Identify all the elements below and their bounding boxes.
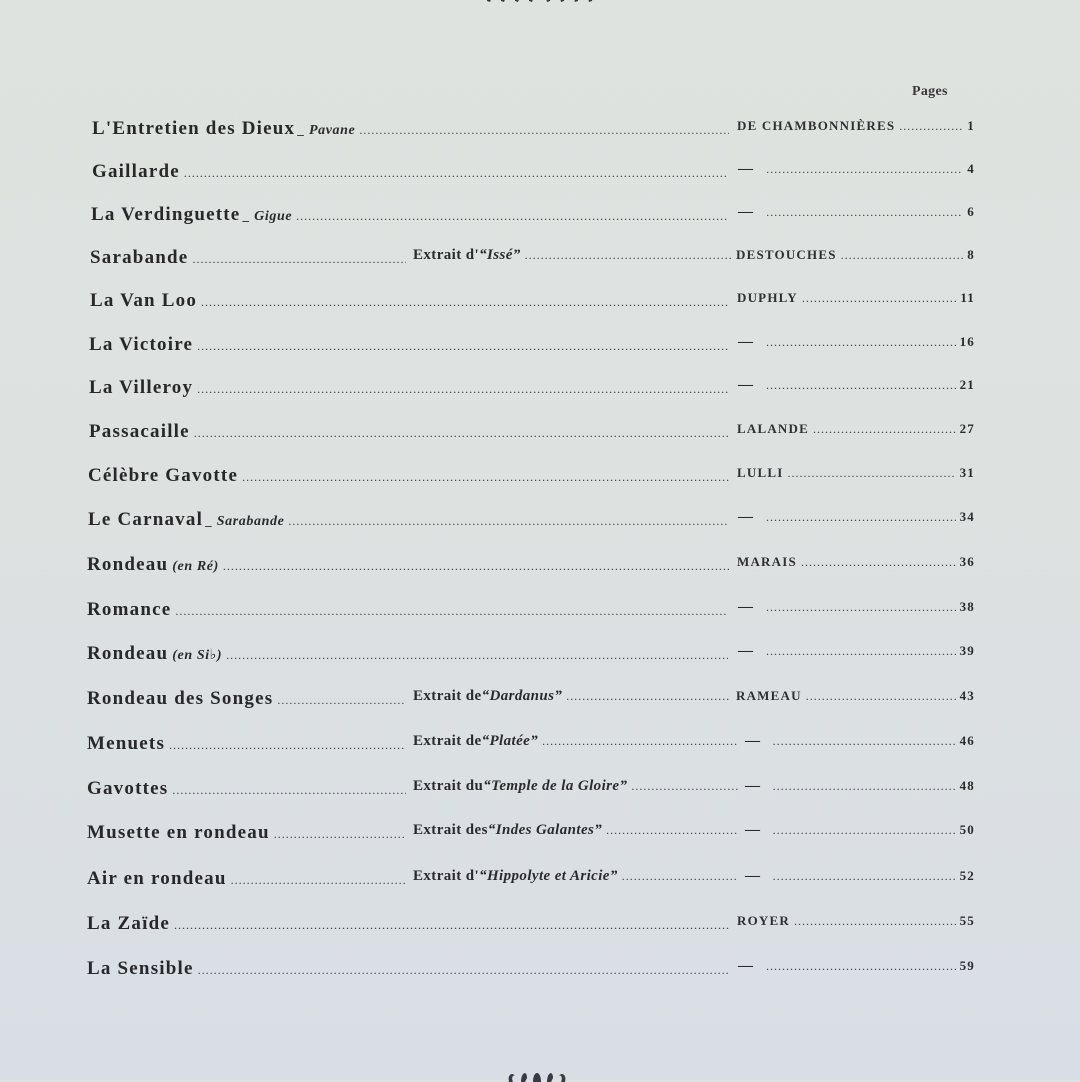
- entry-title: Gavottes: [87, 778, 169, 799]
- leader-dots: [201, 295, 729, 310]
- page-number: 34: [959, 509, 975, 524]
- leader-dots: [359, 123, 729, 138]
- leader-dots: [773, 823, 956, 838]
- extract-segment: [413, 868, 742, 885]
- leader-dots: [525, 248, 731, 263]
- extract-source: [413, 822, 602, 839]
- toc-entry: [87, 778, 975, 802]
- page-number: 43: [959, 688, 975, 703]
- entry-title-segment: [87, 599, 732, 621]
- composer-segment: [738, 377, 975, 394]
- leader-dots: [194, 426, 729, 441]
- entry-title: La Villeroy: [89, 377, 194, 398]
- composer-segment: [736, 688, 975, 704]
- toc-entry: [89, 377, 975, 401]
- entry-title-segment: [87, 554, 733, 576]
- entry-subtitle: Gigue: [254, 209, 293, 224]
- extract-source: [413, 733, 538, 750]
- composer-segment: [738, 643, 975, 660]
- composer-name: DESTOUCHES: [736, 247, 837, 262]
- leader-dots: [542, 734, 738, 749]
- entry-title-segment: [92, 161, 732, 183]
- leader-dots: [197, 382, 728, 397]
- composer-name: LALANDE: [737, 421, 809, 436]
- extract-source: [413, 778, 627, 795]
- toc-entry: [89, 334, 975, 358]
- extract-work-title: “Platée”: [481, 733, 539, 749]
- entry-subtitle: Sarabande: [216, 514, 285, 529]
- entry-title: La Sensible: [87, 958, 194, 979]
- entry-title-segment: [87, 822, 410, 844]
- toc-entry: [87, 688, 975, 712]
- composer-ditto-mark: —: [745, 778, 762, 794]
- leader-dots: [841, 248, 964, 263]
- leader-dots: [242, 470, 729, 485]
- entry-title-segment: [87, 688, 410, 710]
- leader-dots: [277, 693, 406, 708]
- entry-title: Célèbre Gavotte: [88, 465, 239, 486]
- entry-title: Musette en rondeau: [87, 822, 270, 843]
- subtitle-separator: _: [242, 208, 251, 223]
- composer-segment: [738, 204, 975, 221]
- composer-segment: [737, 421, 975, 437]
- composer-segment: [738, 958, 975, 975]
- entry-title: Romance: [87, 599, 172, 620]
- entry-title-segment: [87, 778, 410, 800]
- composer-segment: [745, 868, 975, 885]
- leader-dots: [631, 779, 738, 794]
- composer-ditto-mark: —: [738, 161, 755, 177]
- page-number: 27: [959, 421, 975, 436]
- page-number: 16: [959, 334, 975, 349]
- toc-entry: [91, 204, 975, 228]
- composer-segment: [737, 118, 975, 134]
- leader-dots: [172, 783, 406, 798]
- entry-subtitle: (en Si♭): [172, 648, 223, 663]
- page-number: 21: [959, 377, 975, 392]
- composer-segment: [745, 778, 975, 795]
- composer-segment: [736, 247, 975, 263]
- entry-title: Menuets: [87, 733, 166, 754]
- toc-entry: [87, 913, 975, 937]
- composer-segment: [737, 465, 975, 481]
- leader-dots: [274, 827, 406, 842]
- entry-title: Le Carnaval: [88, 509, 204, 530]
- extract-source: [413, 868, 618, 885]
- leader-dots: [773, 869, 956, 884]
- decorative-ornament-top-icon: [483, 0, 599, 4]
- leader-dots: [794, 914, 956, 929]
- entry-title: Rondeau: [87, 643, 169, 664]
- leader-dots: [174, 918, 729, 933]
- leader-dots: [773, 779, 956, 794]
- entry-title: Gaillarde: [92, 161, 180, 182]
- composer-name: DE CHAMBONNIÈRES: [737, 118, 896, 133]
- entry-title: La Zaïde: [87, 913, 170, 934]
- leader-dots: [806, 689, 956, 704]
- toc-entry: [87, 958, 975, 982]
- toc-entry: [92, 118, 975, 142]
- leader-dots: [175, 604, 728, 619]
- composer-segment: [738, 509, 975, 526]
- leader-dots: [802, 291, 956, 306]
- composer-ditto-mark: —: [738, 643, 755, 659]
- leader-dots: [766, 600, 956, 615]
- page-number: 6: [967, 204, 975, 219]
- leader-dots: [231, 873, 406, 888]
- leader-dots: [192, 252, 406, 267]
- toc-entry: [87, 554, 975, 578]
- composer-ditto-mark: —: [738, 599, 755, 615]
- leader-dots: [197, 339, 728, 354]
- entry-title-segment: [90, 290, 733, 312]
- page-number: 59: [959, 958, 975, 973]
- leader-dots: [226, 648, 728, 663]
- toc-entry: [90, 247, 975, 271]
- leader-dots: [184, 166, 728, 181]
- leader-dots: [766, 205, 963, 220]
- entry-title-segment: [92, 118, 733, 140]
- entry-title-segment: [87, 643, 732, 665]
- page-number: 11: [960, 290, 975, 305]
- toc-entry: [87, 733, 975, 757]
- leader-dots: [766, 959, 956, 974]
- composer-segment: [738, 334, 975, 351]
- composer-segment: [738, 161, 975, 178]
- entry-title-segment: [87, 868, 410, 890]
- leader-dots: [766, 378, 956, 393]
- entry-title-segment: [87, 733, 410, 755]
- leader-dots: [899, 119, 963, 134]
- composer-name: MARAIS: [737, 554, 797, 569]
- page-number: 8: [967, 247, 975, 262]
- composer-name: DUPHLY: [737, 290, 798, 305]
- toc-entry: [87, 868, 975, 892]
- page-number: 31: [959, 465, 975, 480]
- pages-column-header: Pages: [912, 84, 948, 99]
- composer-ditto-mark: —: [745, 822, 762, 838]
- toc-entry: [87, 599, 975, 623]
- page-number: 39: [959, 643, 975, 658]
- composer-ditto-mark: —: [738, 204, 755, 220]
- entry-title: L'Entretien des Dieux: [92, 118, 296, 139]
- extract-segment: [413, 822, 742, 839]
- entry-title-segment: [87, 958, 732, 980]
- entry-title: Air en rondeau: [87, 868, 227, 889]
- leader-dots: [288, 514, 728, 529]
- composer-segment: [737, 554, 975, 570]
- extract-work-title: “Temple de la Gloire”: [483, 778, 628, 794]
- extract-prefix: Extrait de: [413, 733, 482, 749]
- page-number: 52: [959, 868, 975, 883]
- extract-prefix: Extrait du: [413, 778, 484, 794]
- leader-dots: [813, 422, 956, 437]
- toc-entry: [88, 509, 975, 533]
- extract-segment: [413, 778, 742, 795]
- composer-ditto-mark: —: [738, 509, 755, 525]
- entry-title-segment: [90, 247, 410, 269]
- entry-title-segment: [89, 334, 732, 356]
- leader-dots: [566, 689, 731, 704]
- extract-prefix: Extrait de: [413, 688, 482, 704]
- leader-dots: [766, 510, 956, 525]
- page-number: 46: [959, 733, 975, 748]
- leader-dots: [773, 734, 956, 749]
- toc-entry: [90, 290, 975, 314]
- extract-source: [413, 688, 562, 705]
- entry-title: La Van Loo: [90, 290, 198, 311]
- entry-subtitle: (en Ré): [172, 559, 219, 574]
- leader-dots: [801, 555, 956, 570]
- page-number: 38: [959, 599, 975, 614]
- extract-work-title: “Dardanus”: [481, 688, 563, 704]
- entry-title-segment: [89, 421, 733, 443]
- leader-dots: [766, 162, 963, 177]
- composer-ditto-mark: —: [738, 958, 755, 974]
- composer-name: ROYER: [737, 913, 790, 928]
- subtitle-separator: _: [297, 122, 305, 137]
- entry-subtitle: Pavane: [308, 123, 356, 138]
- entry-title: Rondeau: [87, 554, 169, 575]
- composer-ditto-mark: —: [738, 377, 755, 393]
- page-number: 48: [959, 778, 975, 793]
- extract-segment: [413, 688, 735, 705]
- composer-ditto-mark: —: [745, 868, 762, 884]
- toc-entry: [88, 465, 975, 489]
- extract-work-title: “Hippolyte et Aricie”: [479, 868, 618, 884]
- leader-dots: [169, 738, 406, 753]
- composer-segment: [745, 733, 975, 750]
- composer-ditto-mark: —: [745, 733, 762, 749]
- page-number: 36: [959, 554, 975, 569]
- entry-title-segment: [88, 509, 732, 531]
- leader-dots: [296, 209, 728, 224]
- composer-segment: [737, 290, 975, 306]
- entry-title: La Verdinguette: [91, 204, 241, 225]
- leader-dots: [198, 963, 728, 978]
- extract-prefix: Extrait d': [413, 247, 480, 263]
- extract-segment: [413, 247, 735, 264]
- extract-segment: [413, 733, 742, 750]
- composer-ditto-mark: —: [738, 334, 755, 350]
- toc-entry: [92, 161, 975, 185]
- entry-title-segment: [89, 377, 732, 399]
- entry-title: La Victoire: [89, 334, 194, 355]
- entry-title-segment: [91, 204, 732, 226]
- page-number: 50: [959, 822, 975, 837]
- page-number: 1: [967, 118, 975, 133]
- extract-work-title: “Issé”: [479, 247, 521, 263]
- leader-dots: [223, 559, 729, 574]
- composer-segment: [745, 822, 975, 839]
- leader-dots: [787, 466, 955, 481]
- leader-dots: [622, 869, 738, 884]
- composer-segment: [738, 599, 975, 616]
- toc-entry: [89, 421, 975, 445]
- entry-title: Passacaille: [89, 421, 190, 442]
- leader-dots: [766, 335, 956, 350]
- leader-dots: [766, 644, 956, 659]
- extract-prefix: Extrait d': [413, 868, 480, 884]
- page-number: 4: [967, 161, 975, 176]
- extract-source: [413, 247, 521, 264]
- entry-title-segment: [87, 913, 733, 935]
- subtitle-separator: _: [205, 513, 213, 528]
- composer-name: LULLI: [737, 465, 784, 480]
- leader-dots: [606, 823, 738, 838]
- composer-name: RAMEAU: [736, 688, 802, 703]
- toc-entry: [87, 822, 975, 846]
- composer-segment: [737, 913, 975, 929]
- page-number: 55: [959, 913, 975, 928]
- toc-entry: [87, 643, 975, 667]
- entry-title-segment: [88, 465, 733, 487]
- entry-title: Sarabande: [90, 247, 189, 268]
- extract-work-title: “Indes Galantes”: [487, 822, 603, 838]
- extract-prefix: Extrait des: [413, 822, 488, 838]
- entry-title: Rondeau des Songes: [87, 688, 274, 709]
